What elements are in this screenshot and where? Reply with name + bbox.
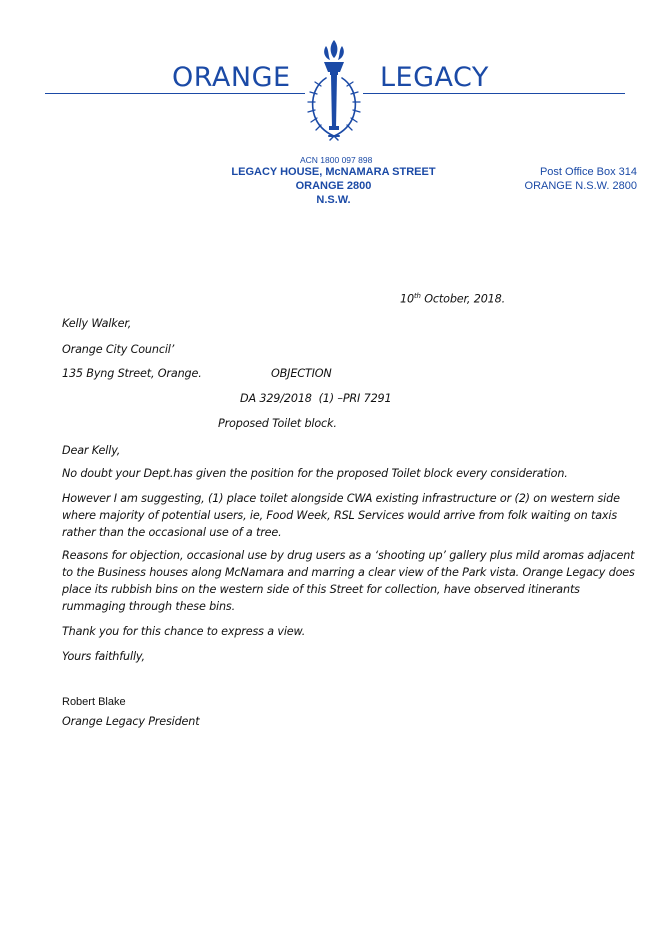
thanks-line: Thank you for this chance to express a view. — [62, 625, 306, 638]
letterhead-rule-left — [45, 93, 305, 94]
paragraph-line: rather than the occasional use of a tree. — [62, 526, 282, 539]
acn-number: ACN 1800 097 898 — [300, 155, 373, 165]
org-name-right: LEGACY — [380, 62, 489, 93]
paragraph-2 — [62, 490, 622, 541]
postal-address — [510, 165, 637, 193]
signatory-name: Robert Blake — [62, 696, 126, 708]
date-day: 10 — [400, 292, 414, 306]
date-rest: October, 2018. — [420, 292, 506, 306]
signatory-title: Orange Legacy President — [62, 715, 200, 728]
paragraph-line: However I am suggesting, (1) place toilet alongside CWA existing infrastructure or (2) on western side — [62, 492, 620, 505]
paragraph-1: No doubt your Dept.has given the position for the proposed Toilet block every consideration. — [62, 467, 568, 480]
recipient-org: Orange City Council’ — [62, 343, 175, 356]
recipient-name: Kelly Walker, — [62, 317, 132, 330]
pobox-line: Post Office Box 314 — [539, 166, 637, 178]
paragraph-line: where majority of potential users, ie, Food Week, RSL Services would arrive from folk waiting on taxis — [62, 509, 618, 522]
address-line: N.S.W. — [316, 194, 351, 206]
street-address — [228, 165, 439, 207]
date-suffix: th — [413, 292, 421, 300]
subject-line: Proposed Toilet block. — [218, 417, 337, 430]
address-line: LEGACY HOUSE, McNAMARA STREET — [231, 166, 436, 178]
torch-wreath-logo-icon — [300, 36, 368, 152]
closing: Yours faithfully, — [62, 650, 145, 663]
pobox-line: ORANGE N.S.W. 2800 — [524, 180, 637, 192]
paragraph-line: rummaging through these bins. — [62, 600, 236, 613]
paragraph-line: Reasons for objection, occasional use by drug users as a ‘shooting up’ gallery plus mild aromas adjacent — [62, 549, 635, 562]
recipient-street: 135 Byng Street, Orange. — [62, 367, 202, 380]
letterhead-rule-right — [363, 93, 625, 94]
paragraph-line: to the Business houses along McNamara and marring a clear view of the Park vista. Orange Legacy does — [62, 566, 635, 579]
da-reference: DA 329/2018 (1) –PRI 7291 — [240, 392, 392, 405]
paragraph-3 — [62, 547, 635, 615]
salutation: Dear Kelly, — [62, 444, 121, 457]
letter-date — [400, 288, 505, 308]
paragraph-line: place its rubbish bins on the western side of this Street for collection, have observed itinerants — [62, 583, 580, 596]
address-line: ORANGE 2800 — [295, 180, 372, 192]
objection-heading: OBJECTION — [271, 367, 332, 380]
org-name-left: ORANGE — [172, 62, 291, 93]
